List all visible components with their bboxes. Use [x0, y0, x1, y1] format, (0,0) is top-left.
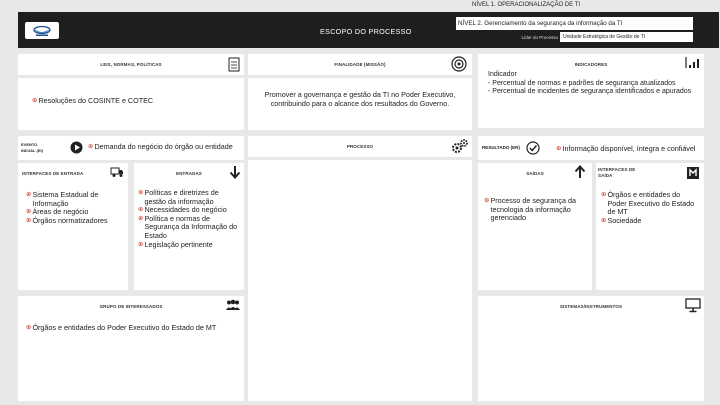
level2-title: NÍVEL 2. Gerenciamento da segurança da informação da TI: [456, 17, 693, 30]
inputs-item: ⊕ Legislação pertinente: [138, 241, 242, 250]
inputs-list: [138, 189, 242, 249]
level1-title: NÍVEL 1. OPERACIONALIZAÇÃO DE TI: [472, 2, 581, 8]
result-box: [478, 136, 704, 160]
process-area: [248, 160, 472, 401]
outputs-header-label: SAÍDAS: [526, 170, 544, 176]
clients-header-label: GRUPO DE INTERESSADOS: [99, 303, 163, 309]
result-list: [556, 145, 696, 154]
process-header: [248, 136, 472, 157]
indicator-line: - Percentual de incidentes de segurança identificados e apurados: [488, 88, 692, 96]
arrow-down-icon: [227, 163, 242, 181]
process-leader-label: Líder do Processo: [521, 35, 558, 40]
laws-item: ⊕ Resoluções do COSINTE e COTEC: [32, 97, 153, 106]
inputs-box: [134, 183, 244, 290]
clients-item: ⊕ Órgãos e entidades do Poder Executivo do Estado de MT: [26, 324, 240, 333]
inputs-header-label: ENTRADAS: [176, 170, 202, 176]
indicator-title: Indicador: [488, 71, 517, 78]
laws-header-label: LEIS, NORMAS, POLÍTICAS: [100, 62, 162, 67]
output-interface-box: [596, 183, 704, 290]
play-icon: [69, 140, 83, 154]
purpose-text: Promover a governança e gestão da TI no Poder Executivo, contribuindo para o alcance dos resultados do Governo.: [264, 90, 456, 109]
purpose-header-label: FINALIDADE (MISSÃO): [334, 62, 386, 67]
process-header-label: PROCESSO: [346, 144, 374, 149]
indicator-line: - Percentual de normas e padrões de segurança atualizados: [488, 79, 676, 87]
check-icon: [525, 140, 540, 155]
input-interface-header-label: INTERFACES DE ENTRADA: [22, 170, 84, 176]
indicators-header-label: INDICADORES: [574, 62, 608, 67]
inputs-item: ⊕ Políticas e diretrizes de gestão da informação: [138, 189, 242, 206]
exit-icon: [684, 164, 702, 182]
start-event-label: EVENTO INICIAL (EI): [21, 142, 43, 153]
output-interface-item: ⊕ Sociedade: [601, 217, 701, 226]
laws-list: [32, 97, 153, 106]
logo: [25, 22, 59, 39]
monitor-icon: [684, 297, 702, 314]
input-interface-item: ⊕ Sistema Estadual de Informação: [26, 191, 124, 208]
indicators-text: [488, 71, 700, 97]
inputs-item: ⊕ Necessidades do negócio: [138, 206, 242, 215]
clients-list: [26, 324, 240, 333]
purpose-header: [248, 54, 472, 75]
result-item: ⊕ Informação disponível, íntegra e confiável: [556, 145, 696, 154]
group-icon: [224, 297, 242, 313]
document-icon: [226, 55, 242, 73]
truck-icon: [109, 164, 125, 180]
target-icon: [450, 54, 468, 74]
laws-box: [18, 78, 244, 130]
start-event-list: [88, 143, 233, 152]
systems-header: [478, 296, 704, 316]
start-event-box: [18, 136, 244, 160]
inputs-item: ⊕ Política e normas de Segurança da Informação do Estado: [138, 215, 242, 241]
clients-box: [18, 316, 244, 401]
result-label: RESULTADO (ER): [482, 145, 520, 150]
process-leader-value: Unidade Estratégica de Gestão de TI: [560, 32, 693, 42]
input-interface-item: ⊕ Áreas de negócio: [26, 208, 124, 217]
input-interface-list: [26, 191, 124, 225]
outputs-list: [484, 197, 588, 223]
laws-header: [18, 54, 244, 75]
indicators-box: [478, 68, 704, 128]
output-interface-item: ⊕ Órgãos e entidades do Poder Executivo do Estado de MT: [601, 191, 701, 217]
outputs-item: ⊕ Processo de segurança da tecnologia da informação gerenciado: [484, 197, 588, 223]
arrow-up-icon: [572, 163, 587, 181]
purpose-box: [248, 78, 472, 130]
input-interface-box: [18, 183, 128, 290]
outputs-box: [478, 183, 592, 290]
input-interface-item: ⊕ Órgãos normatizadores: [26, 217, 124, 226]
systems-header-label: SISTEMAS/INSTRUMENTOS: [559, 303, 623, 309]
output-interface-list: [601, 191, 701, 225]
output-interface-header-label: INTERFACES DE SAÍDA: [598, 167, 636, 178]
clients-header: [18, 296, 244, 316]
logo-icon: [31, 25, 53, 37]
scope-title: ESCOPO DO PROCESSO: [320, 27, 412, 36]
start-event-item: ⊕ Demanda do negócio do órgão ou entidade: [88, 143, 233, 152]
systems-box: [478, 316, 704, 401]
gears-icon: [450, 137, 470, 155]
